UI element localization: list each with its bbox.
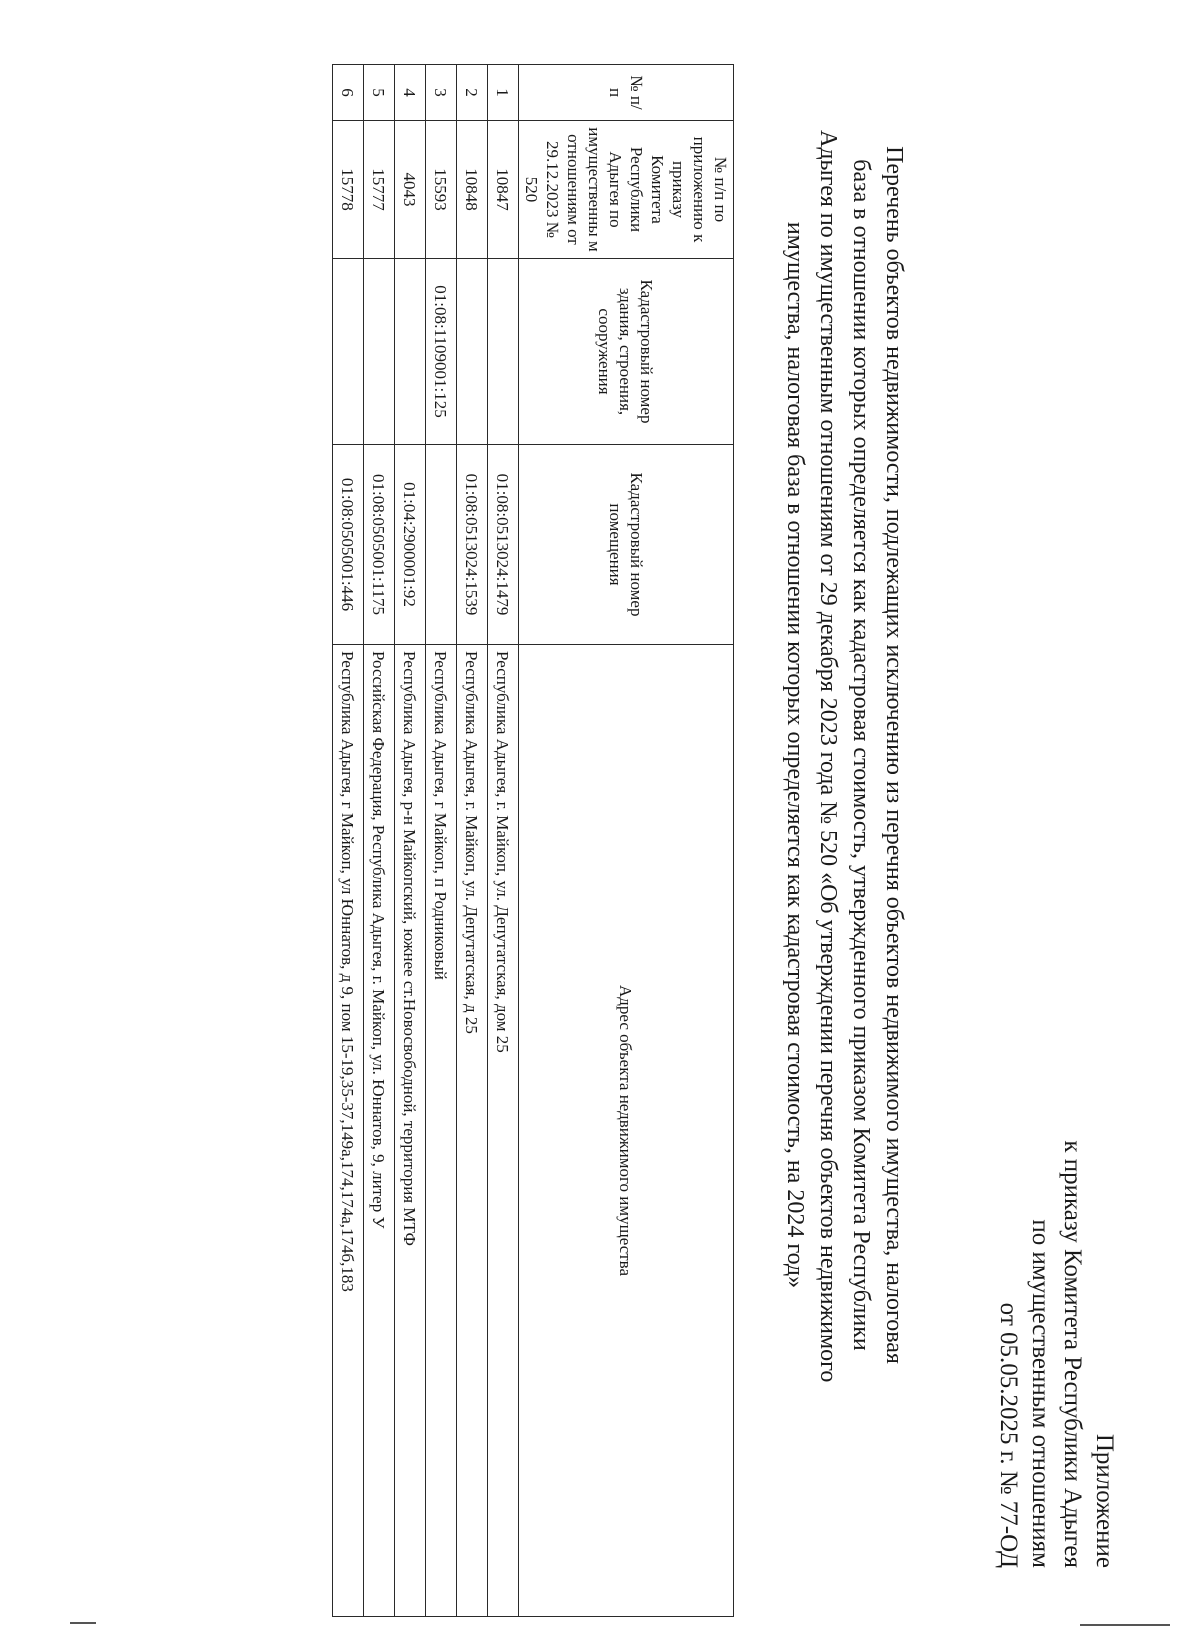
- table-row: [426, 65, 457, 1617]
- row-address: Российская Федерация, Республика Адыгея, г. Майкоп, ул. Юннатов, 9, литер У: [364, 645, 395, 1617]
- row-room: 01:08:0505001:446: [333, 445, 364, 645]
- document-heading: [778, 130, 910, 1383]
- row-building: [488, 259, 519, 445]
- row-ext-num: 10847: [488, 121, 519, 259]
- row-room: 01:08:0513024:1479: [488, 445, 519, 645]
- row-building: [457, 259, 488, 445]
- table-row: [457, 65, 488, 1617]
- heading-line: Перечень объектов недвижимости, подлежащих исключению из перечня объектов недвижимого имущества, налоговая: [881, 146, 907, 1364]
- heading-line: база в отношении которых определяется как кадастровая стоимость, утвержденного приказом Комитета Республики: [848, 159, 874, 1351]
- col-header-building: Кадастровый номер здания, строения, сооружения: [519, 259, 734, 445]
- heading-line: имущества, налоговая база в отношении которых определяется как кадастровая стоимость, на 2024 год»: [782, 221, 808, 1289]
- row-ext-num: 15593: [426, 121, 457, 259]
- col-header-ext-num: № п/п по приложению к приказу Комитета Республики Адыгея по имущественны м отношениям от 29.12.2023 № 520: [519, 121, 734, 259]
- row-num: 2: [457, 65, 488, 121]
- row-room: 01:08:0505001:1175: [364, 445, 395, 645]
- annex-order-ref: к приказу Комитета Республики Адыгея: [1059, 1140, 1086, 1568]
- annex-date: от 05.05.2025 г. № 77-ОД: [995, 1302, 1022, 1568]
- row-address: Республика Адыгея, г Майкоп, ул Юннатов, д 9, пом 15-19,35-37,149а,174,174а,174б,183: [333, 645, 364, 1617]
- col-header-num: № п/п: [519, 65, 734, 121]
- row-ext-num: 15777: [364, 121, 395, 259]
- heading-line: Адыгея по имущественным отношениям от 29 декабря 2023 года № 520 «Об утверждении перечня объектов недвижимого: [815, 130, 841, 1383]
- row-address: Республика Адыгея, р-н Майкопский, южнее ст.Новосвободной, территория МТФ: [395, 645, 426, 1617]
- scan-artifact: [70, 1622, 96, 1624]
- row-room: [426, 445, 457, 645]
- row-num: 5: [364, 65, 395, 121]
- annex-committee: по имущественным отношениям: [1027, 1219, 1054, 1568]
- col-header-room: Кадастровый номер помещения: [519, 445, 734, 645]
- row-address: Республика Адыгея, г. Майкоп, ул. Депутатская, д 25: [457, 645, 488, 1617]
- col-header-address: Адрес объекта недвижимого имущества: [519, 645, 734, 1617]
- row-num: 4: [395, 65, 426, 121]
- scan-artifact: [1080, 1624, 1170, 1626]
- row-building: [395, 259, 426, 445]
- annex-title: Приложение: [1091, 1433, 1118, 1568]
- row-ext-num: 10848: [457, 121, 488, 259]
- row-num: 1: [488, 65, 519, 121]
- row-building: [333, 259, 364, 445]
- row-room: 01:04:2900001:92: [395, 445, 426, 645]
- row-address: Республика Адыгея, г Майкоп, п Родниковый: [426, 645, 457, 1617]
- annex-block: [992, 668, 1120, 1568]
- row-ext-num: 4043: [395, 121, 426, 259]
- table-row: [364, 65, 395, 1617]
- table-header-row: [519, 65, 734, 1617]
- property-table: [332, 64, 734, 1617]
- row-building: 01:08:1109001:125: [426, 259, 457, 445]
- table-row: [333, 65, 364, 1617]
- row-num: 6: [333, 65, 364, 121]
- row-room: 01:08:0513024:1539: [457, 445, 488, 645]
- row-address: Республика Адыгея, г. Майкоп, ул. Депутатская, дом 25: [488, 645, 519, 1617]
- row-num: 3: [426, 65, 457, 121]
- row-building: [364, 259, 395, 445]
- table-row: [395, 65, 426, 1617]
- row-ext-num: 15778: [333, 121, 364, 259]
- table-row: [488, 65, 519, 1617]
